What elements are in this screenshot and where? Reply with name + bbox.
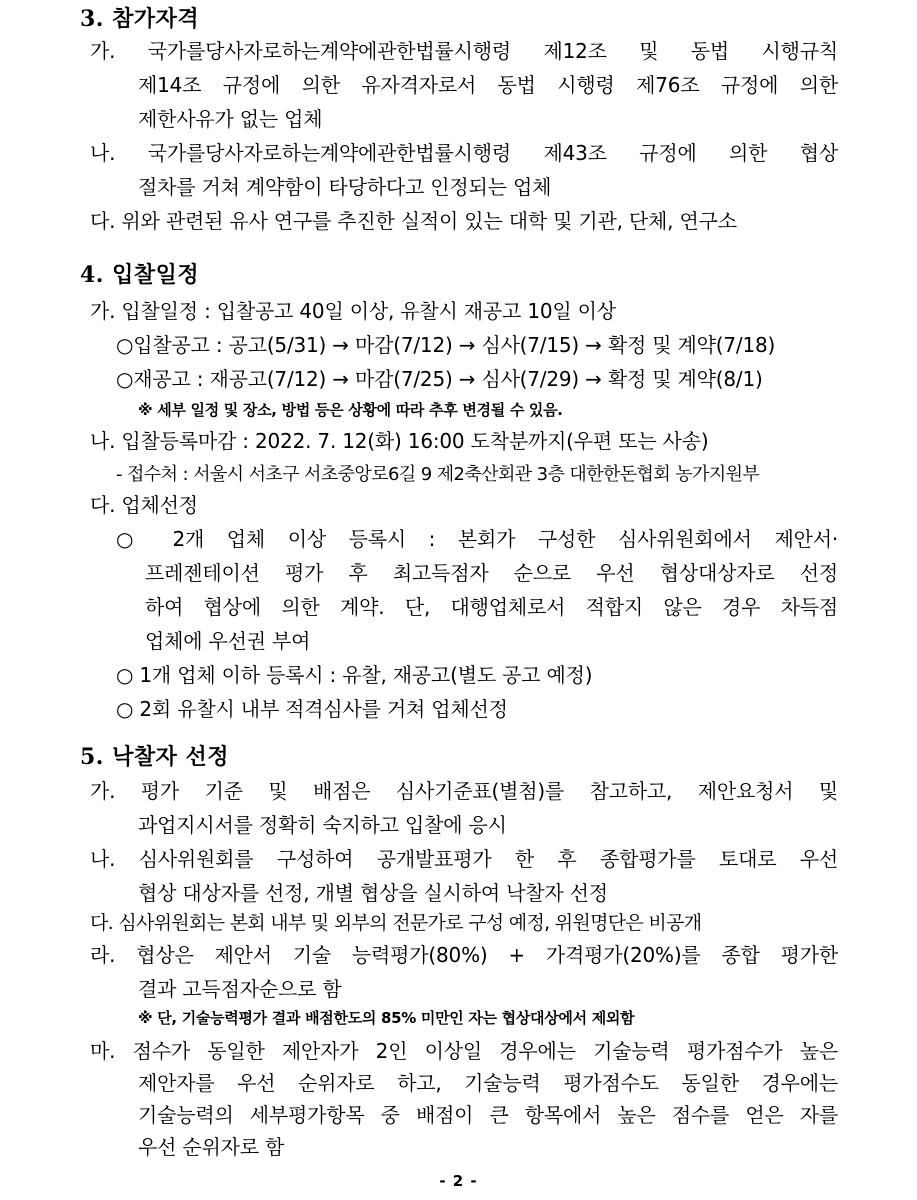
section-3-item-na-line-2: 절차를 거쳐 계약함이 타당하다고 인정되는 업체 — [138, 175, 552, 199]
section-5-item-ma-line-3: 기술능력의 세부평가항목 중 배점이 큰 항목에서 높은 점수를 얻은 자를 — [138, 1103, 838, 1127]
section-4-selection-1-line-4: 업체에 우선권 부여 — [145, 629, 311, 653]
section-5-item-ra-line-2: 결과 고득점자순으로 함 — [138, 977, 342, 1001]
section-5-item-ma-line-1: 마. 점수가 동일한 제안자가 2인 이상일 경우에는 기술능력 평가점수가 높은 — [90, 1039, 838, 1063]
section-4-item-na: 나. 입찰등록마감 : 2022. 7. 12(화) 16:00 도착분까지(우편 또는 사송) — [90, 429, 709, 453]
section-5-item-na-line-1: 나. 심사위원회를 구성하여 공개발표평가 한 후 종합평가를 토대로 우선 — [90, 847, 838, 871]
section-4-selection-3: ○ 2회 유찰시 내부 적격심사를 거쳐 업체선정 — [116, 697, 508, 721]
section-3-item-da: 다. 위와 관련된 유사 연구를 추진한 실적이 있는 대학 및 기관, 단체, 연구소 — [90, 209, 737, 233]
section-5-item-ra-note: ※ 단, 기술능력평가 결과 배점한도의 85% 미만인 자는 협상대상에서 제외함 — [138, 1009, 635, 1027]
section-3-item-na-line-1: 나. 국가를당사자로하는계약에관한법률시행령 제43조 규정에 의한 협상 — [90, 141, 838, 165]
section-5-item-ga-line-1: 가. 평가 기준 및 배점은 심사기준표(별첨)를 참고하고, 제안요청서 및 — [90, 779, 838, 803]
page-number: - 2 - — [439, 1172, 478, 1190]
section-4-reception-address: - 접수처 : 서울시 서초구 서초중앙로6길 9 제2축산회관 3층 대한한돈협회 농가지원부 — [116, 464, 760, 485]
section-4-selection-1-line-3: 하여 협상에 의한 계약. 단, 대행업체로서 적합지 않은 경우 차득점 — [145, 595, 838, 619]
section-4-selection-1-line-2: 프레젠테이션 평가 후 최고득점자 순으로 우선 협상대상자로 선정 — [145, 561, 838, 585]
section-4-selection-2: ○ 1개 업체 이하 등록시 : 유찰, 재공고(별도 공고 예정) — [116, 663, 593, 687]
section-5-heading: 5. 낙찰자 선정 — [80, 744, 230, 770]
section-5-item-ma-line-2: 제안자를 우선 순위자로 하고, 기술능력 평가점수도 동일한 경우에는 — [138, 1071, 838, 1095]
section-3-item-ga-line-2: 제14조 규정에 의한 유자격자로서 동법 시행령 제76조 규정에 의한 — [138, 73, 838, 97]
section-5-item-ma-line-4: 우선 순위자로 함 — [138, 1135, 285, 1159]
section-5-item-ga-line-2: 과업지시서를 정확히 숙지하고 입찰에 응시 — [138, 813, 507, 837]
section-5-item-ra-line-1: 라. 협상은 제안서 기술 능력평가(80%) + 가격평가(20%)를 종합 평가한 — [90, 943, 838, 967]
section-4-schedule-note: ※ 세부 일정 및 장소, 방법 등은 상황에 따라 추후 변경될 수 있음. — [138, 401, 563, 419]
section-4-heading: 4. 입찰일정 — [80, 262, 200, 288]
section-3-item-ga-line-3: 제한사유가 없는 업체 — [138, 107, 323, 131]
section-4-schedule-bid: ○입찰공고 : 공고(5/31) → 마감(7/12) → 심사(7/15) → 확정 및 계약(7/18) — [116, 333, 776, 357]
section-3-heading: 3. 참가자격 — [80, 6, 200, 32]
section-5-item-na-line-2: 협상 대상자를 선정, 개별 협상을 실시하여 낙찰자 선정 — [138, 881, 608, 905]
section-5-item-da: 다. 심사위원회는 본회 내부 및 외부의 전문가로 구성 예정, 위원명단은 비공개 — [90, 912, 702, 934]
section-4-item-ga: 가. 입찰일정 : 입찰공고 40일 이상, 유찰시 재공고 10일 이상 — [90, 299, 616, 323]
section-4-schedule-rebid: ○재공고 : 재공고(7/12) → 마감(7/25) → 심사(7/29) → 확정 및 계약(8/1) — [116, 367, 763, 391]
section-3-item-ga-line-1: 가. 국가를당사자로하는계약에관한법률시행령 제12조 및 동법 시행규칙 — [90, 39, 838, 63]
section-4-selection-1-line-1: ○ 2개 업체 이상 등록시 : 본회가 구성한 심사위원회에서 제안서· — [116, 527, 838, 551]
section-4-item-da: 다. 업체선정 — [90, 493, 198, 517]
